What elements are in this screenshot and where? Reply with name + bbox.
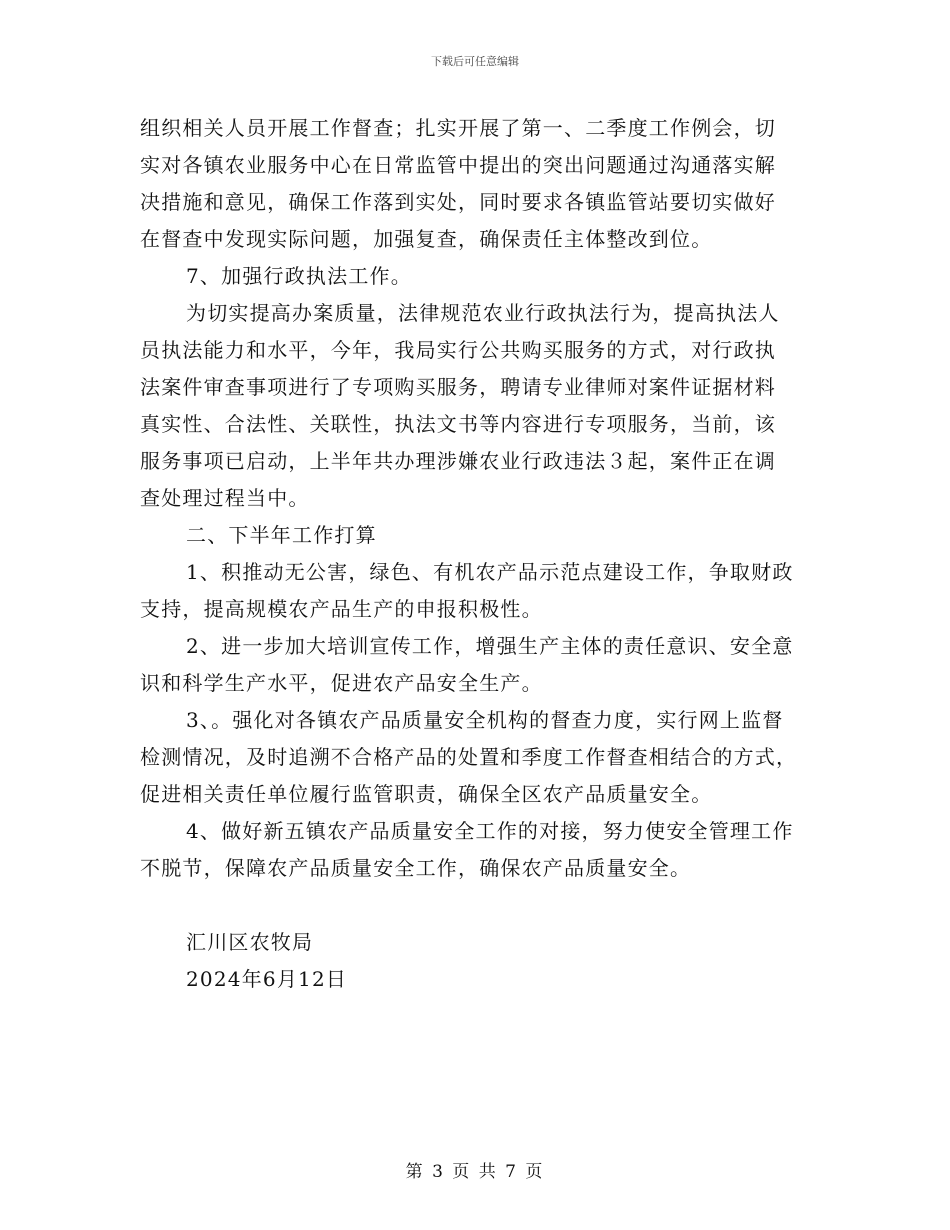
paragraph-line: 促进相关责任单位履行监管职责，确保全区农产品质量安全。	[140, 782, 713, 806]
paragraph	[140, 258, 812, 295]
paragraph-line: 决措施和意见，确保工作落到实处，同时要求各镇监管站要切实做好	[140, 190, 776, 214]
signature-date: 2024年6月12日	[186, 967, 348, 991]
paragraph	[140, 628, 812, 702]
paragraph-line: 员执法能力和水平，今年，我局实行公共购买服务的方式，对行政执	[140, 338, 776, 362]
paragraph-line: 2、进一步加大培训宣传工作，增强生产主体的责任意识、安全意	[186, 634, 794, 658]
paragraph-line: 查处理过程当中。	[140, 486, 310, 510]
document-body	[140, 110, 812, 998]
paragraph-line: 3、。强化对各镇农产品质量安全机构的督查力度，实行网上监督	[186, 708, 784, 732]
paragraph-line: 法案件审查事项进行了专项购买服务，聘请专业律师对案件证据材料	[140, 375, 776, 399]
page-header: 下载后可任意编辑	[431, 55, 519, 68]
paragraph-line: 二、下半年工作打算	[186, 523, 377, 547]
paragraph-line: 在督查中发现实际问题，加强复查，确保责任主体整改到位。	[140, 227, 713, 251]
paragraph-line: 服务事项已启动，上半年共办理涉嫌农业行政违法３起，案件正在调	[140, 449, 776, 473]
paragraph	[140, 110, 812, 258]
paragraph-line: 真实性、合法性、关联性，执法文书等内容进行专项服务，当前，该	[140, 412, 776, 436]
spacer	[140, 887, 812, 924]
paragraph	[140, 295, 812, 517]
paragraph-line: 组织相关人员开展工作督查；扎实开展了第一、二季度工作例会，切	[140, 116, 776, 140]
paragraph	[140, 517, 812, 554]
paragraph-line: 4、做好新五镇农产品质量安全工作的对接，努力使安全管理工作	[186, 819, 794, 843]
paragraph-line: 1、积推动无公害，绿色、有机农产品示范点建设工作，争取财政	[186, 560, 794, 584]
paragraph-line: 识和科学生产水平，促进农产品安全生产。	[140, 671, 543, 695]
paragraph-line: 检测情况，及时追溯不合格产品的处置和季度工作督查相结合的方式，	[140, 745, 798, 769]
paragraph-line: 不脱节，保障农产品质量安全工作，确保农产品质量安全。	[140, 856, 692, 880]
paragraphs	[140, 110, 812, 887]
page-footer: 第 3 页 共 7 页	[405, 1162, 545, 1182]
paragraph-line: 支持，提高规模农产品生产的申报积极性。	[140, 597, 543, 621]
paragraph	[140, 554, 812, 628]
signature-org: 汇川区农牧局	[186, 930, 314, 954]
paragraph-line: 实对各镇农业服务中心在日常监管中提出的突出问题通过沟通落实解	[140, 153, 776, 177]
paragraph-line: 为切实提高办案质量，法律规范农业行政执法行为，提高执法人	[186, 301, 780, 325]
paragraph	[140, 702, 812, 813]
paragraph	[140, 813, 812, 887]
paragraph-line: 7、加强行政执法工作。	[186, 264, 412, 288]
